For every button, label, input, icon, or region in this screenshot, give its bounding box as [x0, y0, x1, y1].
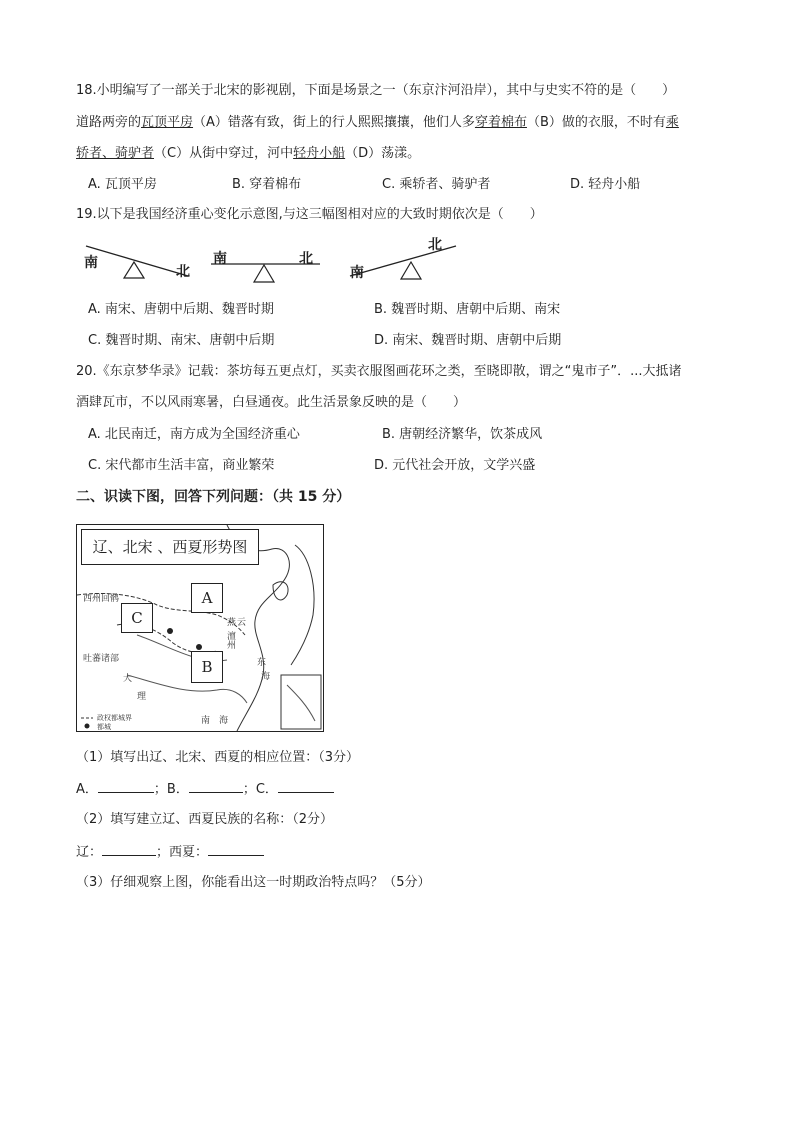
legend-capital-dot	[85, 724, 90, 729]
q2-2-prompt: （2）填写建立辽、西夏民族的名称：（2分）	[76, 812, 334, 827]
q20-option-c[interactable]: C. 宋代都市生活丰富，商业繁荣	[88, 458, 275, 473]
q2-1-blank-a[interactable]	[98, 780, 154, 793]
map-box-c: C	[121, 603, 153, 633]
q2-2-label-xixia: ；西夏：	[156, 845, 209, 860]
historical-map	[76, 524, 324, 732]
economic-center-diagram	[80, 236, 470, 286]
q18-text: （B）做的衣服，不时有	[526, 115, 666, 130]
map-label-dong: 东	[257, 658, 267, 668]
q2-1-label-a: A．	[76, 782, 98, 797]
q18-stem-line1: 18.小明编写了一部关于北宋的影视剧，下面是场景之一（东京汴河沿岸），其中与史实不符的是（ ）	[76, 83, 676, 98]
q18-underline-d: 轻舟小船	[293, 146, 346, 161]
q2-1-prompt: （1）填写出辽、北宋、西夏的相应位置：（3分）	[76, 750, 360, 765]
map-legend-border: 政权都城界	[97, 714, 132, 722]
fulcrum-1	[124, 262, 144, 278]
q20-option-b[interactable]: B. 唐朝经济繁华，饮茶成风	[382, 427, 543, 442]
q19-stem: 19.以下是我国经济重心变化示意图,与这三幅图相对应的大致时期依次是（ ）	[76, 207, 543, 222]
q18-option-d[interactable]: D. 轻舟小船	[570, 177, 641, 192]
q2-1-answer-row	[76, 780, 334, 799]
q18-underline-c: 乘	[665, 115, 679, 130]
island-outline	[291, 545, 314, 665]
diagram3-south-label: 南	[350, 265, 364, 281]
q2-2-blank-xixia[interactable]	[208, 843, 264, 856]
map-label-tufan: 吐蕃诸部	[83, 654, 120, 664]
diagram3-north-label: 北	[428, 237, 442, 253]
map-box-a: A	[191, 583, 223, 613]
q18-underline-b: 穿着棉布	[474, 115, 527, 130]
q20-stem-line2: 酒肆瓦市，不以风雨寒暑，白昼通夜。此生活景象反映的是（ ）	[76, 395, 467, 410]
map-label-xizhou: 西州回鹘	[83, 594, 120, 604]
map-title: 辽、北宋 、西夏形势图	[81, 529, 259, 565]
q2-1-blank-c[interactable]	[278, 780, 334, 793]
q2-2-blank-liao[interactable]	[102, 843, 156, 856]
q18-underline-a: 瓦顶平房	[141, 115, 194, 130]
map-label-zhou: 州	[227, 641, 237, 651]
map-label-li: 理	[137, 692, 147, 702]
map-box-b: B	[191, 651, 223, 683]
diagram1-north-label: 北	[176, 264, 190, 280]
diagram2-south-label: 南	[213, 251, 227, 267]
section2-heading: 二、识读下图，回答下列问题：（共 15 分）	[76, 489, 351, 505]
q18-text: （A）错落有致，街上的行人熙熙攘攘，他们人多	[193, 115, 475, 130]
fulcrum-3	[401, 262, 421, 279]
q19-option-b[interactable]: B. 魏晋时期、唐朝中后期、南宋	[374, 302, 561, 317]
q19-option-a[interactable]: A. 南宋、唐朝中后期、魏晋时期	[88, 302, 274, 317]
map-label-nanhai: 南 海	[201, 716, 229, 726]
q18-text: （D）荡漾。	[345, 146, 421, 161]
diagram2-north-label: 北	[299, 251, 313, 267]
capital-dot	[196, 644, 202, 650]
q20-stem-line1: 20.《东京梦华录》记载：茶坊每五更点灯，买卖衣服图画花环之类，至晓即散，谓之“鬼市子”．...大抵诸	[76, 364, 682, 379]
q2-2-answer-row	[76, 843, 264, 862]
map-label-hai: 海	[261, 672, 271, 682]
q20-option-d[interactable]: D. 元代社会开放，文学兴盛	[374, 458, 536, 473]
q18-stem-line2	[76, 114, 679, 132]
fulcrum-2	[254, 265, 274, 282]
q18-text: （C）从街中穿过，河中	[154, 146, 294, 161]
map-legend-capital: 都城	[97, 723, 111, 731]
q18-text: 道路两旁的	[76, 115, 142, 130]
capital-dot	[167, 628, 173, 634]
q18-option-a[interactable]: A. 瓦顶平房	[88, 177, 157, 192]
q18-option-c[interactable]: C. 乘轿者、骑驴者	[382, 177, 491, 192]
q2-1-label-c: ；C．	[242, 782, 278, 797]
q18-option-b[interactable]: B. 穿着棉布	[232, 177, 302, 192]
map-label-yan: 燕	[227, 618, 237, 628]
q2-1-label-b: ；B．	[153, 782, 189, 797]
q2-1-blank-b[interactable]	[189, 780, 243, 793]
map-label-shan: 澶	[227, 632, 237, 642]
map-label-yun: 云	[237, 618, 247, 628]
q18-stem-line3	[76, 145, 420, 163]
q19-option-d[interactable]: D. 南宋、魏晋时期、唐朝中后期	[374, 333, 562, 348]
q20-option-a[interactable]: A. 北民南迁，南方成为全国经济重心	[88, 427, 300, 442]
q18-underline-c2: 轿者、骑驴者	[76, 146, 155, 161]
map-label-da: 大	[123, 674, 133, 684]
q19-option-c[interactable]: C. 魏晋时期、南宋、唐朝中后期	[88, 333, 275, 348]
q2-3-prompt: （3）仔细观察上图，你能看出这一时期政治特点吗？（5分）	[76, 875, 431, 890]
q2-2-label-liao: 辽：	[76, 845, 103, 860]
diagram1-south-label: 南	[84, 255, 98, 271]
